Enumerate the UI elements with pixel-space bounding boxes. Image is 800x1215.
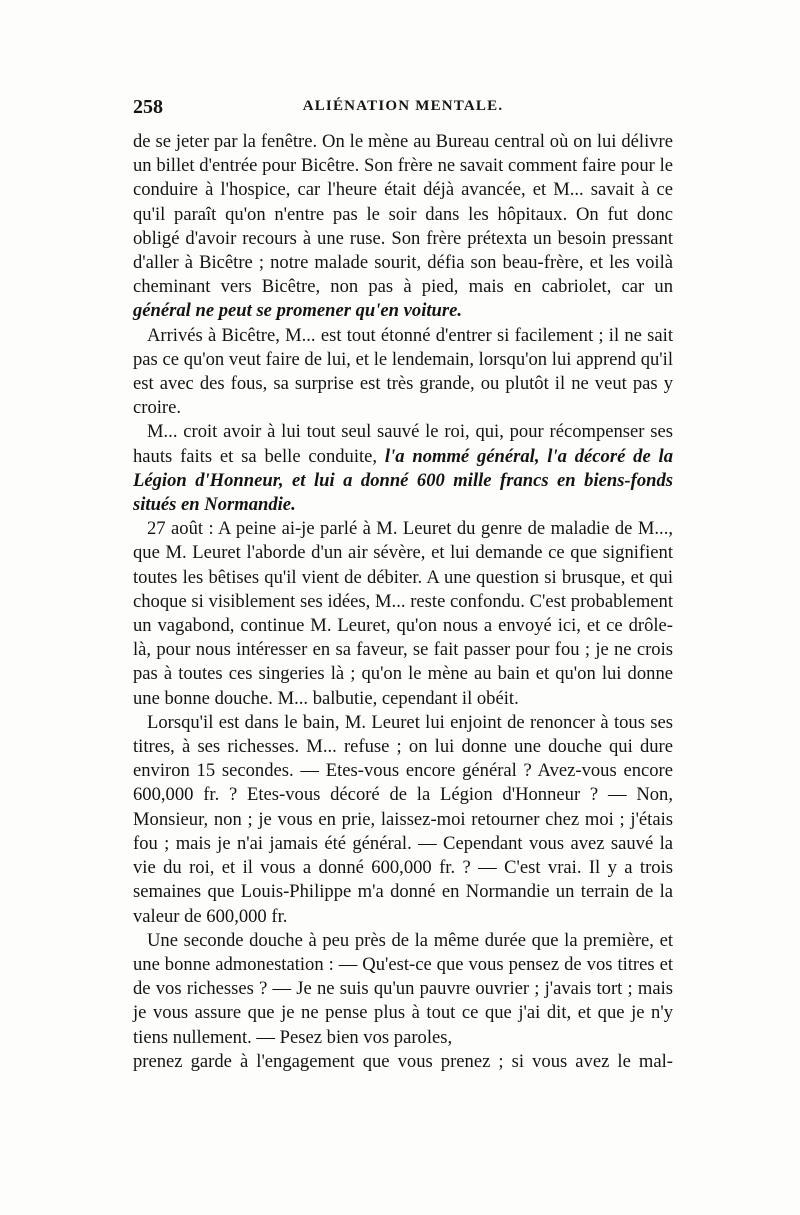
running-title: ALIÉNATION MENTALE. [302, 98, 504, 114]
paragraph-1-text: de se jeter par la fenêtre. On le mène au Bureau central où on lui délivre un billet d'entrée pour Bicêtre. Son frère ne savait comment faire pour le conduire à l'hospice, car l'heure était déjà avancée, et M... savait à ce qu'il paraît qu'on n'entre pas le soir dans les hôpitaux. On fut donc obligé d'avoir recours à une ruse. Son frère prétexta un besoin pressant d'aller à Bicêtre ; notre malade sourit, défia son beau-frère, et les voilà cheminant vers Bicêtre, non pas à pied, mais en cabriolet, car un [133, 131, 673, 298]
running-head [133, 92, 673, 130]
paragraph-3-text: M... croit avoir à lui tout seul sauvé le roi, qui, pour récompenser ses hauts faits et sa belle conduite, [133, 421, 673, 467]
body-text [133, 130, 673, 1074]
paragraph-2: Arrivés à Bicêtre, M... est tout étonné d'entrer si facilement ; il ne sait pas ce qu'on veut faire de lui, et le lendemain, lorsqu'on lui apprend qu'il est avec des fous, sa surprise est très grande, ou plutôt il ne veut pas y croire. [133, 324, 673, 419]
paragraph-6: Une seconde douche à peu près de la même durée que la première, et une bonne admonestation : — Qu'est-ce que vous pensez de vos titres et de vos richesses ? — Je ne suis qu'un pauvre ouvrier ; j'avais tort ; mais je vous assure que je ne pense plus à tout ce que j'ai dit, et que je n'y tiens nullement. — Pesez bien vos paroles, [133, 929, 673, 1048]
paragraph-4: 27 août : A peine ai-je parlé à M. Leuret du genre de maladie de M..., que M. Leuret l'aborde d'un air sévère, et lui demande ce que signifient toutes les bêtises qu'il vient de débiter. A une question si brusque, et qui choque si visiblement ses idées, M... reste confondu. C'est probablement un vagabond, continue M. Leuret, qu'on nous a envoyé ici, et ce drôle-là, pour nous intéresser en sa faveur, se fait passer pour fou ; je ne crois pas à toutes ces singeries là ; qu'on le mène au bain et qu'on lui donne une bonne douche. M... balbutie, cependant il obéit. [133, 518, 673, 709]
paragraph-1 [133, 130, 673, 324]
text-block [133, 92, 673, 1074]
paragraph-3 [133, 420, 673, 517]
paragraph-3-emphasis: l'a nommé général, l'a décoré de la Légion d'Honneur, et lui a donné 600 mille francs en biens-fonds situés en Normandie. [133, 445, 673, 516]
paragraph-6-last-line: prenez garde à l'engagement que vous prenez ; si vous avez le mal- [133, 1050, 673, 1072]
page-number: 258 [133, 96, 163, 118]
paragraph-5: Lorsqu'il est dans le bain, M. Leuret lui enjoint de renoncer à tous ses titres, à ses richesses. M... refuse ; on lui donne une douche qui dure environ 15 secondes. — Etes-vous encore général ? Avez-vous encore 600,000 fr. ? Etes-vous décoré de la Légion d'Honneur ? — Non, Monsieur, non ; je vous en prie, laissez-moi retourner chez moi ; j'étais fou ; mais je n'ai jamais été général. — Cependant vous avez sauvé la vie du roi, et il vous a donné 600,000 fr. ? — C'est vrai. Il y a trois semaines que Louis-Philippe m'a donné en Normandie un terrain de la valeur de 600,000 fr. [133, 711, 673, 927]
paragraph-1-emphasis: général ne peut se promener qu'en voiture. [133, 300, 463, 322]
